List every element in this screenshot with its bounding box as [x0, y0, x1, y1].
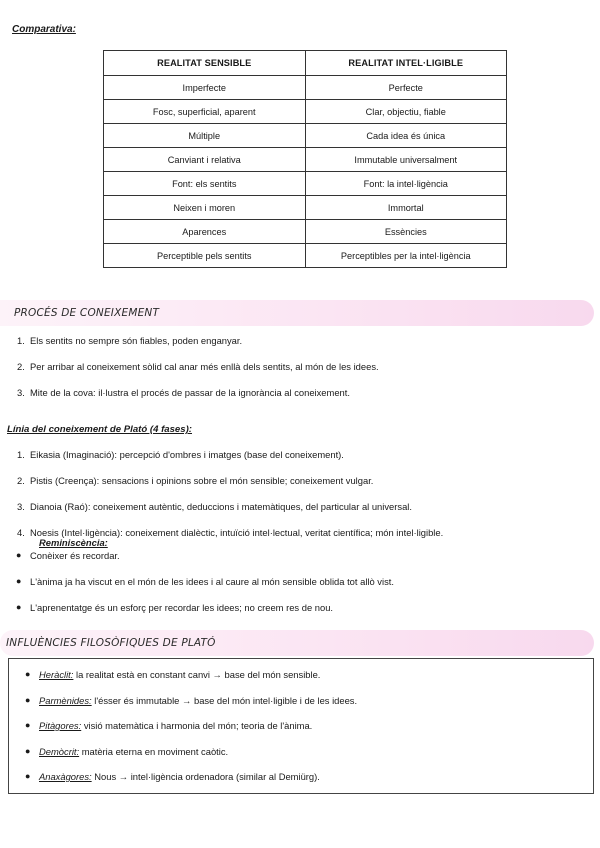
- table-cell: Perfecte: [305, 76, 507, 100]
- list-item-text: L'ànima ja ha viscut en el món de les idees i al caure al món sensible oblida tot allò vist.: [30, 576, 394, 587]
- list-item: [9, 746, 357, 772]
- reminiscencia-title: Reminiscència:: [39, 537, 108, 548]
- proces-title: PROCÉS DE CONEIXEMENT: [14, 307, 160, 319]
- table-cell: Font: els sentits: [104, 172, 306, 196]
- list-number: 2.: [17, 475, 25, 486]
- list-item-text: L'aprenentatge és un esforç per recordar les idees; no creem res de nou.: [30, 602, 334, 613]
- table-cell: Immutable universalment: [305, 148, 507, 172]
- table-cell: Essències: [305, 220, 507, 244]
- list-number: 1.: [17, 449, 25, 460]
- list-item-text: Conèixer és recordar.: [30, 550, 120, 561]
- philosopher-text: visió matemàtica i harmonia del món; teoria de l'ànima.: [81, 720, 313, 731]
- list-number: 3.: [17, 387, 25, 398]
- table-cell: Perceptibles per la intel·ligència: [305, 244, 507, 268]
- list-item-text: Noesis (Intel·ligència): coneixement dialèctic, intuïció intel·lectual, veritat científica; món intel·ligible.: [30, 527, 444, 538]
- list-item: [9, 669, 357, 695]
- table-cell: Cada idea és única: [305, 124, 507, 148]
- list-item-text: Eikasia (Imaginació): percepció d'ombres i imatges (base del coneixement).: [30, 449, 344, 460]
- philosopher-text: la realitat està en constant canvi → base del món sensible.: [73, 669, 321, 680]
- table-cell: Imperfecte: [104, 76, 306, 100]
- list-item: [0, 501, 443, 527]
- list-item-text: Mite de la cova: il·lustra el procés de passar de la ignorància al coneixement.: [30, 387, 350, 398]
- list-item-text: Dianoia (Raó): coneixement autèntic, deduccions i matemàtiques, del particular al universal.: [30, 501, 412, 512]
- table-cell: Fosc, superficial, aparent: [104, 100, 306, 124]
- list-item: [0, 475, 443, 501]
- table-cell: Font: la intel·ligència: [305, 172, 507, 196]
- philosopher-text: l'ésser és immutable → base del món intel·ligible i de les idees.: [91, 694, 358, 706]
- philosopher-name: Pitàgores:: [39, 720, 82, 731]
- list-item: [0, 361, 379, 387]
- table-cell: Múltiple: [104, 124, 306, 148]
- table-cell: Perceptible pels sentits: [104, 244, 306, 268]
- header-sensible: REALITAT SENSIBLE: [104, 51, 306, 76]
- list-item: [9, 695, 357, 721]
- influencies-box: [8, 658, 594, 794]
- philosopher-text: Nous → intel·ligència ordenadora (similar al Demiürg).: [91, 771, 320, 782]
- bullet-icon: ●: [16, 576, 22, 586]
- comparativa-title: Comparativa:: [12, 24, 76, 35]
- list-number: 2.: [17, 361, 25, 372]
- philosopher-name: Heràclit:: [39, 669, 74, 680]
- list-number: 4.: [17, 527, 25, 538]
- table-cell: Canviant i relativa: [104, 148, 306, 172]
- table-header-row: [104, 51, 507, 76]
- influencies-banner: [0, 630, 594, 656]
- list-item: [0, 335, 379, 361]
- list-item-text: Pistis (Creença): sensacions i opinions sobre el món sensible; coneixement vulgar.: [30, 475, 374, 486]
- list-item: [0, 576, 394, 602]
- table-cell: Aparences: [104, 220, 306, 244]
- table-row: [104, 196, 507, 220]
- reminiscencia-list: [0, 550, 394, 628]
- bullet-icon: ●: [25, 694, 31, 705]
- philosopher-name: Demòcrit:: [39, 745, 80, 757]
- bullet-icon: ●: [25, 771, 31, 781]
- list-number: 1.: [17, 335, 25, 346]
- header-intelligible: REALITAT INTEL·LIGIBLE: [305, 51, 507, 76]
- table-cell: Clar, objectiu, fiable: [305, 100, 507, 124]
- proces-list: [0, 335, 379, 413]
- list-item: [0, 449, 443, 475]
- list-item: [9, 720, 357, 746]
- table-row: [104, 148, 507, 172]
- comparison-table: [103, 50, 507, 268]
- philosopher-text: matèria eterna en moviment caòtic.: [79, 745, 229, 757]
- table-row: [104, 124, 507, 148]
- table-row: [104, 100, 507, 124]
- list-item: [0, 602, 394, 628]
- list-item-text: Els sentits no sempre són fiables, poden enganyar.: [30, 335, 243, 346]
- philosopher-name: Parmènides:: [39, 694, 92, 706]
- proces-banner: [0, 300, 594, 326]
- list-number: 3.: [17, 501, 25, 512]
- table-row: [104, 172, 507, 196]
- bullet-icon: ●: [16, 550, 22, 560]
- table-row: [104, 244, 507, 268]
- list-item-text: Per arribar al coneixement sòlid cal anar més enllà dels sentits, al món de les idees.: [30, 361, 379, 372]
- table-row: [104, 76, 507, 100]
- influencies-title: INFLUÈNCIES FILOSÒFIQUES DE PLATÓ: [6, 637, 216, 649]
- linia-title: Línia del coneixement de Plató (4 fases):: [7, 424, 192, 435]
- bullet-icon: ●: [25, 669, 31, 679]
- bullet-icon: ●: [25, 720, 31, 730]
- bullet-icon: ●: [25, 745, 31, 756]
- list-item: [9, 771, 357, 797]
- list-item: [0, 550, 394, 576]
- table-cell: Neixen i moren: [104, 196, 306, 220]
- influencies-list: [9, 669, 357, 797]
- bullet-icon: ●: [16, 602, 22, 612]
- table-cell: Immortal: [305, 196, 507, 220]
- philosopher-name: Anaxàgores:: [39, 771, 92, 782]
- list-item: [0, 387, 379, 413]
- table-row: [104, 220, 507, 244]
